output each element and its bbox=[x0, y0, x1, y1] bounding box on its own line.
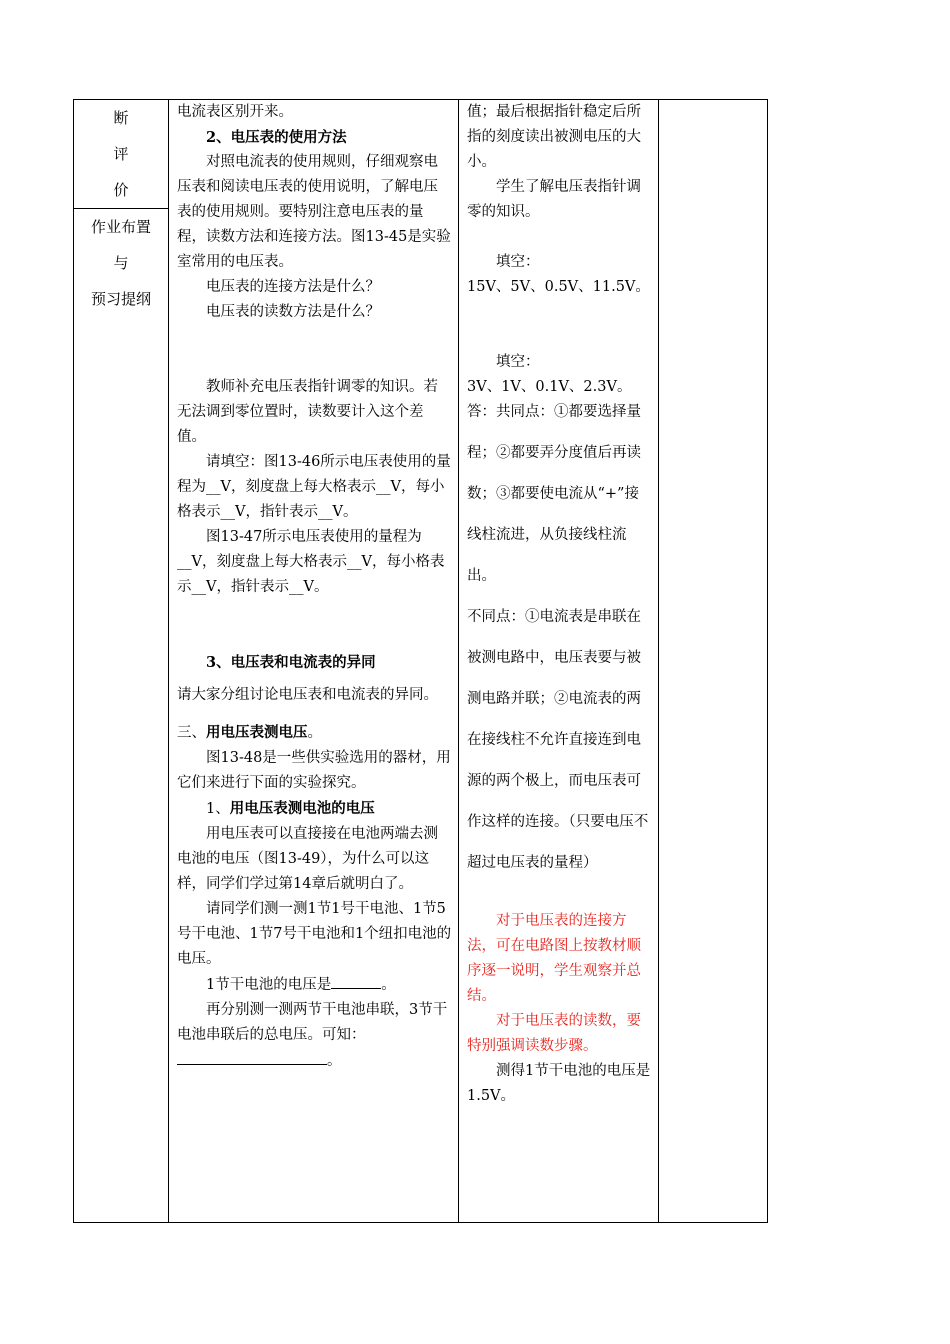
question: 电压表的连接方法是什么？ bbox=[206, 279, 380, 295]
blank-underline bbox=[331, 972, 381, 989]
paragraph: 用电压表可以直接接在电池两端去测电池的电压（图13-49），为什么可以这样，同学们学过第14章后就明白了。 bbox=[177, 826, 438, 892]
paragraph: 教师补充电压表指针调零的知识。若无法调到零位置时，读数要计入这个差值。 bbox=[177, 379, 438, 445]
answer-similarities: 答：共同点：①都要选择量程；②都要弄分度值后再读数；③都要使电流从“+”接线柱流进，从负接线柱流出。 bbox=[467, 404, 641, 584]
blank-underline bbox=[177, 1048, 327, 1065]
section-label-char: 价 bbox=[113, 181, 129, 199]
notes-cell bbox=[659, 100, 768, 1223]
paragraph: 对照电流表的使用规则，仔细观察电压表和阅读电压表的使用说明，了解电压表的使用规则。要特别注意电压表的量程，读数方法和连接方法。图13-45是实验室常用的电压表。 bbox=[177, 154, 451, 270]
section-cell-evaluation bbox=[74, 100, 169, 1223]
fill-label: 填空： bbox=[496, 254, 540, 270]
fill-blank-line: 1节干电池的电压是 。 bbox=[177, 972, 452, 998]
lesson-plan-table bbox=[73, 99, 768, 1223]
heading-measure-voltage: 三、用电压表测电压。 bbox=[177, 724, 322, 741]
section-label-char: 断 bbox=[113, 109, 129, 127]
question: 电压表的读数方法是什么？ bbox=[206, 304, 380, 320]
section-label-char: 评 bbox=[113, 145, 129, 163]
paragraph: 测得1节干电池的电压是1.5V。 bbox=[467, 1063, 651, 1104]
paragraph: 请填空：图13-46所示电压表使用的量程为__V，刻度盘上每大格表示__V，每小格表示__V，指针表示__V。 bbox=[177, 454, 451, 520]
section-label-and: 与 bbox=[113, 254, 129, 272]
paragraph: 值；最后根据指针稳定后所指的刻度读出被测电压的大小。 bbox=[467, 104, 641, 170]
fill-label: 填空： bbox=[496, 354, 540, 370]
heading-comparison: 3、电压表和电流表的异同 bbox=[206, 654, 376, 671]
paragraph: 请大家分组讨论电压表和电流表的异同。 bbox=[177, 687, 438, 703]
paragraph: 学生了解电压表指针调零的知识。 bbox=[467, 179, 641, 220]
answer-differences: 不同点：①电流表是串联在被测电路中，电压表要与被测电路并联；②电流表的两在接线柱不允许直接连到电源的两个极上，而电压表可作这样的连接。（只要电压不超过电压表的量程） bbox=[467, 609, 649, 871]
heading-battery-voltage: 1、用电压表测电池的电压 bbox=[206, 800, 375, 817]
section-label-preview: 预习提纲 bbox=[90, 290, 151, 308]
paragraph: 请同学们测一测1节1号干电池、1节5号干电池、1节7号干电池和1个纽扣电池的电压。 bbox=[177, 901, 452, 967]
paragraph: 图13-47所示电压表使用的量程为__V，刻度盘上每大格表示__V，每小格表示__V，指针表示__V。 bbox=[177, 529, 445, 595]
teacher-activity-cell bbox=[169, 100, 459, 1223]
fill-answer: 15V、5V、0.5V、11.5V。 bbox=[467, 279, 650, 295]
paragraph: 电流表区别开来。 bbox=[177, 104, 293, 120]
fill-blank-line: 再分别测一测两节干电池串联，3节干电池串联后的总电压。可知：。 bbox=[177, 1002, 448, 1069]
teacher-note-red: 对于电压表的读数，要特别强调读数步骤。 bbox=[467, 1013, 641, 1054]
heading-voltmeter-usage: 2、电压表的使用方法 bbox=[206, 129, 347, 146]
teacher-note-red: 对于电压表的连接方法，可在电路图上按教材顺序逐一说明，学生观察并总结。 bbox=[467, 913, 641, 1004]
section-label-homework: 作业布置 bbox=[90, 218, 151, 236]
fill-answer: 3V、1V、0.1V、2.3V。 bbox=[467, 379, 632, 395]
paragraph: 图13-48是一些供实验选用的器材，用它们来进行下面的实验探究。 bbox=[177, 750, 451, 791]
student-activity-cell bbox=[459, 100, 659, 1223]
